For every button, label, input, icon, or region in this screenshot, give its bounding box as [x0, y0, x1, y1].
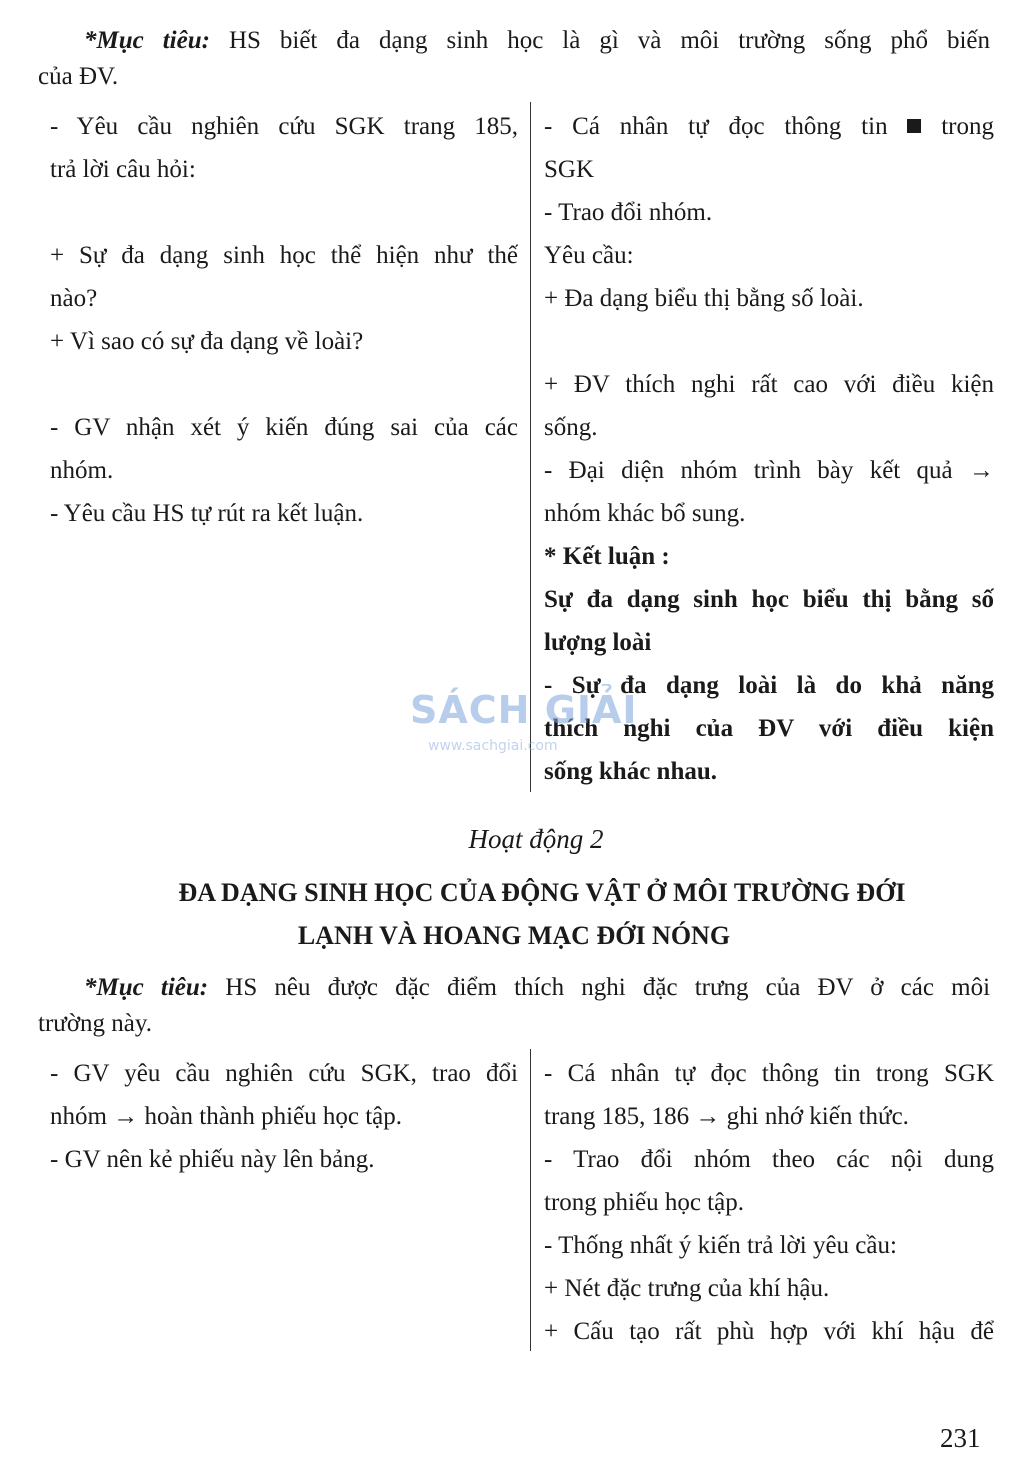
conclusion-line: lượng loài — [544, 629, 652, 656]
table2-right-line: - Trao đổi nhóm theo các nội dung — [544, 1146, 994, 1173]
table1-right-line: - Đại diện nhóm trình bày kết quả → — [544, 457, 994, 484]
table1-left-line: + Sự đa dạng sinh học thể hiện như thế — [50, 242, 518, 269]
table1-right-line: + ĐV thích nghi rất cao với điều kiện — [544, 371, 994, 398]
conclusion-line: - Sự đa dạng loài là do khả năng — [544, 672, 994, 699]
objective-1-label: *Mục tiêu: — [84, 27, 210, 54]
objective-1-line1: *Mục tiêu: HS biết đa dạng sinh học là gì và môi trường sống phổ biến — [84, 27, 990, 54]
conclusion-line: thích nghi của ĐV với điều kiện — [544, 715, 994, 742]
table1-left-column — [50, 105, 518, 535]
table1-right-first-line: - Cá nhân tự đọc thông tin trong — [544, 113, 994, 140]
watermark-brand: SÁCH GIẢI — [410, 688, 638, 732]
objective-2-line1: *Mục tiêu: HS nêu được đặc điểm thích nghi đặc trưng của ĐV ở các môi — [84, 974, 991, 1001]
table1-left-line — [50, 363, 518, 406]
table2-right-line: + Cấu tạo rất phù hợp với khí hậu để — [544, 1318, 994, 1345]
table2-right-line: trang 185, 186 → ghi nhớ kiến thức. — [544, 1103, 909, 1130]
table1-right-line: SGK — [544, 156, 595, 183]
table1-left-line: + Vì sao có sự đa dạng về loài? — [50, 328, 364, 355]
table2-right-line: trong phiếu học tập. — [544, 1189, 744, 1216]
watermark-url: www.sachgiai.com — [428, 738, 558, 754]
watermark — [410, 688, 638, 754]
table1-right-line — [544, 320, 994, 363]
table1-right-line: - Trao đổi nhóm. — [544, 199, 713, 226]
table1-right-line: sống. — [544, 414, 598, 441]
table1-left-line: nhóm. — [50, 457, 114, 484]
table1-right-line: Yêu cầu: — [544, 242, 634, 269]
objective-2-line2: trường này. — [38, 1010, 153, 1037]
conclusion-line: Sự đa dạng sinh học biểu thị bằng số — [544, 586, 994, 613]
table1-left-line: - Yêu cầu HS tự rút ra kết luận. — [50, 500, 364, 527]
table1-left-line: nào? — [50, 285, 98, 312]
table1-left-line: - Yêu cầu nghiên cứu SGK trang 185, — [50, 113, 518, 140]
info-square-icon — [907, 119, 921, 133]
table2-left-line: nhóm → hoàn thành phiếu học tập. — [50, 1103, 403, 1130]
table2-left-line: - GV yêu cầu nghiên cứu SGK, trao đổi — [50, 1060, 518, 1087]
activity-heading-line1: ĐA DẠNG SINH HỌC CỦA ĐỘNG VẬT Ở MÔI TRƯỜNG ĐỚI — [178, 878, 906, 907]
objective-2-label: *Mục tiêu: — [84, 974, 209, 1001]
activity-title: Hoạt động 2 — [468, 824, 604, 854]
table2-right-line: - Thống nhất ý kiến trả lời yêu cầu: — [544, 1232, 897, 1259]
table1-left-line — [50, 191, 518, 234]
activity-heading-line2: LẠNH VÀ HOANG MẠC ĐỚI NÓNG — [297, 921, 731, 950]
table1-right-line: nhóm khác bổ sung. — [544, 500, 746, 527]
table2-right-column — [544, 1052, 994, 1353]
conclusion-line: sống khác nhau. — [544, 758, 717, 785]
table2-left-column — [50, 1052, 518, 1181]
table1-right-line: + Đa dạng biểu thị bằng số loài. — [544, 285, 864, 312]
table2-right-line: - Cá nhân tự đọc thông tin trong SGK — [544, 1060, 994, 1087]
objective-1-line2: của ĐV. — [38, 63, 119, 90]
table1-left-line: trả lời câu hỏi: — [50, 156, 196, 183]
table2-left-line: - GV nên kẻ phiếu này lên bảng. — [50, 1146, 375, 1173]
page-number: 231 — [940, 1423, 981, 1453]
table2-divider — [530, 1049, 531, 1351]
table1-left-line: - GV nhận xét ý kiến đúng sai của các — [50, 414, 518, 441]
table2-right-line: + Nét đặc trưng của khí hậu. — [544, 1275, 830, 1302]
conclusion-label: * Kết luận : — [544, 543, 670, 570]
